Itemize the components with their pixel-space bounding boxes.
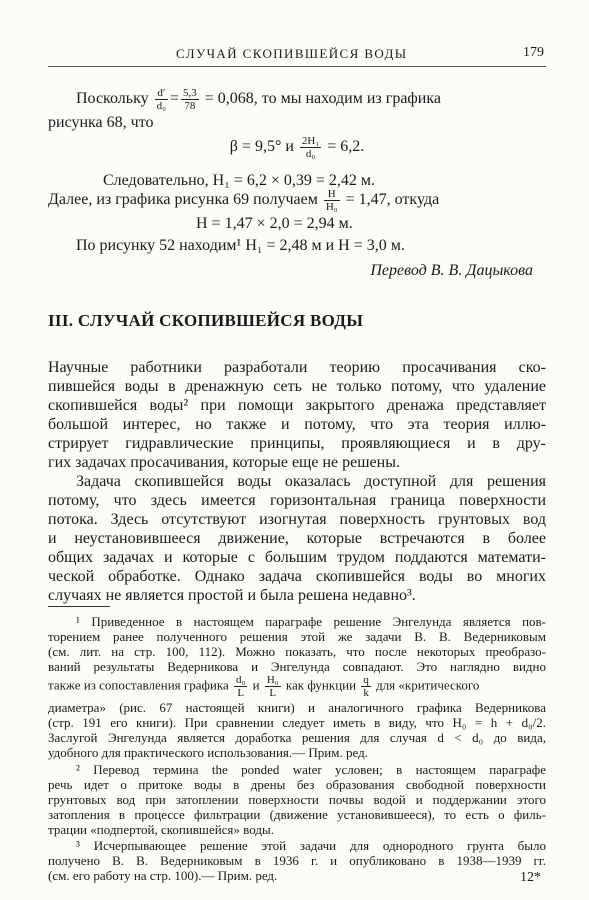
paragraph-line: скопившейся воды² при помощи закрытого дренажа представляет — [48, 397, 546, 414]
fraction — [324, 188, 340, 213]
fraction — [361, 674, 371, 699]
denominator: 78 — [184, 100, 196, 112]
formula-line-3 — [48, 135, 546, 160]
denominator: d₀ — [305, 148, 316, 160]
footnote-line: затопления в процессе фильтрации (движение установившееся), то есть о филь- — [48, 807, 546, 822]
running-header — [48, 46, 546, 67]
fraction — [181, 87, 199, 112]
text: Далее, из графика рисунка 69 получаем — [48, 191, 318, 209]
paragraph-line: и неустановившееся движение, которые встречаются в более — [48, 530, 546, 547]
denominator: H₀ — [325, 201, 338, 213]
footnote-line: ваний результаты Ведерникова и Энгелунда совпадают. Это наглядно видно — [48, 659, 546, 674]
footnote-line: диаметра» (рис. 67 настоящей книги) и аналогичного графика Ведерникова — [48, 700, 546, 715]
footnote-line: речь идет о притоке воды в дрены без образования свободной поверхности — [48, 777, 546, 792]
fraction — [300, 135, 321, 160]
text: также из сопоставления графика — [48, 677, 229, 693]
numerator: d₀ — [236, 674, 246, 686]
formula-line-5 — [48, 188, 546, 213]
numerator: H₀ — [266, 674, 279, 686]
footnote-line: получено В. В. Ведерниковым в 1936 г. и опубликовано в 1938—1939 гг. — [48, 853, 546, 868]
numerator: H — [324, 188, 340, 201]
translator-credit: Перевод В. В. Дацыкова — [370, 262, 533, 279]
paragraph-line: Научные работники разработали теорию просачивания ско- — [48, 359, 546, 376]
denominator: d₀ — [156, 100, 166, 112]
footnote-line: (см. лит. на стр. 100, 112). Можно показать, что после некоторых преобразо- — [48, 644, 546, 659]
denominator: k — [363, 687, 369, 699]
paragraph-line: большой интерес, но также и потому, что эта теория иллю- — [48, 416, 546, 433]
footnote-line: ¹ Приведенное в настоящем параграфе решение Энгелунда является пов- — [76, 614, 546, 629]
paragraph-line: Задача скопившейся воды оказалась доступной для решения — [76, 473, 546, 490]
text-line: рисунка 68, что — [48, 114, 154, 131]
text: для «критического — [376, 677, 480, 693]
paragraph-line: гих задачах просачивания, которые еще не решены. — [48, 454, 400, 471]
section-heading: III. СЛУЧАЙ СКОПИВШЕЙСЯ ВОДЫ — [48, 311, 364, 330]
numerator: 2H₁ — [301, 135, 320, 147]
fraction — [234, 674, 247, 699]
footnote-line: ² Перевод термина the ponded water условен; в настоящем параграфе — [76, 762, 546, 777]
page-number: 179 — [523, 45, 544, 60]
footnote-line: ³ Исчерпывающее решение этой задачи для однородного грунта было — [76, 838, 546, 853]
footnote-line: (см. его работу на стр. 100).— Прим. ред. — [48, 868, 278, 883]
paragraph-line: общих задачах и которые с большим трудом поддаются математи- — [48, 549, 546, 566]
denominator: L — [237, 687, 245, 699]
text: = 1,47, откуда — [345, 191, 440, 209]
footnote-line: удобного для практического использования.— Прим. ред. — [48, 745, 368, 760]
footnote-formula-line — [48, 674, 546, 699]
text: = 6,2. — [327, 138, 365, 156]
paragraph-line: стрирует гидравлические принципы, проявляющиеся и в дру- — [48, 435, 546, 452]
paragraph-line: потока. Здесь отсутствуют изогнутая поверхность грунтовых вод — [48, 511, 546, 528]
paragraph-line: потому, что здесь имеется горизонтальная граница поверхности — [48, 492, 546, 509]
paragraph-line: пившейся воды в дренажную сеть не только потому, что удаление — [48, 378, 546, 395]
formula-line-7: По рисунку 52 находим¹ H₁ = 2,48 м и H = 3,0 м. — [76, 237, 405, 254]
formula-line-4: Следовательно, H₁ = 6,2 × 0,39 = 2,42 м. — [103, 172, 375, 189]
fraction — [155, 87, 168, 112]
formula-line-6: H = 1,47 × 2,0 = 2,94 м. — [196, 215, 353, 232]
fraction — [265, 674, 281, 699]
signature-mark: 12* — [520, 870, 541, 885]
text: Поскольку — [76, 90, 149, 108]
numerator: 5,3 — [183, 87, 197, 99]
formula-line-1: Поскольку $\frac{d'}{\text{d₀}}$ = $\frac{5,3}{78}$ = 0,068, то мы находим из графика — [76, 87, 441, 112]
running-title: СЛУЧАЙ СКОПИВШЕЙСЯ ВОДЫ — [176, 46, 408, 61]
denominator: L — [269, 687, 277, 699]
numerator: q — [363, 674, 369, 686]
footnote-line: грунтовых вод при затоплении поверхности почвы водой и поддержании этого — [48, 792, 546, 807]
footnote-rule — [48, 606, 110, 607]
paragraph-line: случаях не является простой и была решена недавно³. — [48, 587, 416, 604]
text: и — [252, 677, 260, 693]
footnote-line: (стр. 191 его книги). При сравнении следует иметь в виду, что H₀ = h + d₀/2. — [48, 715, 546, 730]
text: = 0,068, то мы находим из графика — [204, 90, 441, 108]
footnote-line: трации «подпертой, скопившейся» воды. — [48, 822, 274, 837]
footnote-line: Заслугой Энгелунда является доработка решения для случая d < d₀ до вида, — [48, 730, 546, 745]
text: β = 9,5° и — [229, 138, 294, 156]
paragraph-line: ческой обработке. Однако задача скопившейся воды во многих — [48, 568, 546, 585]
numerator: d′ — [155, 87, 168, 100]
text: как функции — [285, 677, 357, 693]
footnote-line: торением ранее полученного решения этой же задачи В. В. Ведерниковым — [48, 629, 546, 644]
